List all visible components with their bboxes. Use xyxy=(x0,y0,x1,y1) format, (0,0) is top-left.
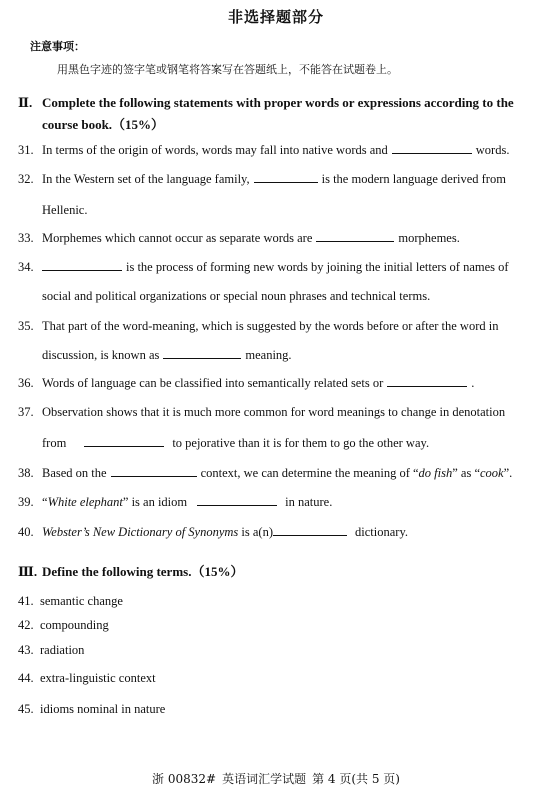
answer-blank[interactable] xyxy=(163,357,241,359)
question-35-cont xyxy=(42,348,292,363)
question-text-italic: Webster’s New Dictionary of Synonyms xyxy=(42,525,239,539)
term-43 xyxy=(18,643,84,658)
term-text: compounding xyxy=(40,618,109,632)
term-number: 42. xyxy=(18,618,34,632)
question-text: In the Western set of the language family, xyxy=(42,172,250,186)
section-2-line2: course book.（15%） xyxy=(42,117,165,132)
question-number: 32. xyxy=(18,172,34,186)
question-number: 33. xyxy=(18,231,34,245)
section-2-heading xyxy=(18,92,514,114)
term-number: 41. xyxy=(18,594,34,608)
question-text: words. xyxy=(475,143,510,157)
question-text: Observation shows that it is much more common for word meanings to change in denotation xyxy=(42,405,506,419)
question-text: from xyxy=(42,436,67,450)
term-text: semantic change xyxy=(40,594,123,608)
footer-subject: 英语词汇学试题 xyxy=(222,772,307,786)
term-number: 44. xyxy=(18,671,34,685)
question-text: is the process of forming new words by joining the initial letters of names of xyxy=(126,260,509,274)
question-33 xyxy=(18,231,460,246)
term-45 xyxy=(18,702,165,717)
question-37 xyxy=(18,405,505,420)
answer-blank[interactable] xyxy=(254,181,318,183)
question-text: Based on the xyxy=(42,466,107,480)
question-text-italic: do fish xyxy=(418,466,453,480)
term-number: 43. xyxy=(18,643,34,657)
question-number: 36. xyxy=(18,376,34,390)
answer-blank[interactable] xyxy=(84,445,164,447)
page-footer xyxy=(0,770,552,787)
section-2-line1: Complete the following statements with proper words or expressions according to the xyxy=(42,95,514,110)
term-text: extra-linguistic context xyxy=(40,671,156,685)
question-34-cont: social and political organizations or special noun phrases and technical terms. xyxy=(42,289,431,303)
notice-heading: 注意事项： xyxy=(30,40,85,53)
question-text-italic: cook xyxy=(480,466,504,480)
question-number: 40. xyxy=(18,525,34,539)
answer-blank[interactable] xyxy=(316,240,394,242)
term-text: radiation xyxy=(40,643,85,657)
question-text: “ xyxy=(42,495,48,509)
question-text: to pejorative than it is for them to go the other way. xyxy=(172,436,430,450)
question-text: morphemes. xyxy=(398,231,460,245)
answer-blank[interactable] xyxy=(111,475,197,477)
question-number: 31. xyxy=(18,143,34,157)
question-number: 38. xyxy=(18,466,34,480)
question-text: Morphemes which cannot occur as separate words are xyxy=(42,231,313,245)
question-text-italic: White elephant xyxy=(47,495,123,509)
question-40 xyxy=(18,525,408,540)
answer-blank[interactable] xyxy=(387,385,467,387)
question-36 xyxy=(18,376,474,391)
question-39 xyxy=(18,495,332,510)
question-number: 37. xyxy=(18,405,34,419)
question-text: ” is an idiom xyxy=(122,495,188,509)
term-44 xyxy=(18,671,156,686)
footer-code: 浙 00832# xyxy=(152,772,217,786)
answer-blank[interactable] xyxy=(392,152,472,154)
question-37-cont xyxy=(42,436,429,451)
section-2-numeral: Ⅱ. xyxy=(18,95,33,110)
section-3-heading xyxy=(18,561,243,583)
question-text: in nature. xyxy=(285,495,333,509)
term-41 xyxy=(18,594,123,609)
question-38 xyxy=(18,466,512,481)
question-number: 35. xyxy=(18,319,34,333)
section-3-title: Define the following terms.（15%） xyxy=(42,564,244,579)
notice-text: 用黑色字迹的签字笔或钢笔将答案写在答题纸上，不能答在试题卷上。 xyxy=(57,63,398,76)
term-text: idioms nominal in nature xyxy=(40,702,166,716)
question-text: That part of the word-meaning, which is suggested by the words before or after the word in xyxy=(42,319,499,333)
question-text: In terms of the origin of words, words may fall into native words and xyxy=(42,143,388,157)
question-35 xyxy=(18,319,498,334)
question-text: Words of language can be classified into semantically related sets or xyxy=(42,376,384,390)
page-title: 非选择题部分 xyxy=(227,8,324,26)
question-34 xyxy=(18,260,509,275)
question-32 xyxy=(18,172,506,187)
question-number: 34. xyxy=(18,260,34,274)
footer-page-number: 第 4 页(共 5 页) xyxy=(312,772,400,786)
answer-blank[interactable] xyxy=(273,534,347,536)
question-text: is a(n) xyxy=(241,525,274,539)
question-32-cont: Hellenic. xyxy=(42,203,88,217)
question-text: context, we can determine the meaning of “ xyxy=(200,466,419,480)
question-31 xyxy=(18,143,509,158)
question-text: is the modern language derived from xyxy=(321,172,506,186)
question-text: dictionary. xyxy=(355,525,409,539)
question-text: ”. xyxy=(503,466,513,480)
question-number: 39. xyxy=(18,495,34,509)
term-42 xyxy=(18,618,109,633)
question-text: . xyxy=(471,376,475,390)
section-3-numeral: Ⅲ. xyxy=(18,564,38,579)
answer-blank[interactable] xyxy=(197,504,277,506)
question-text: ” as “ xyxy=(452,466,480,480)
answer-blank[interactable] xyxy=(42,269,122,271)
question-text: meaning. xyxy=(245,348,292,362)
term-number: 45. xyxy=(18,702,34,716)
question-text: discussion, is known as xyxy=(42,348,160,362)
